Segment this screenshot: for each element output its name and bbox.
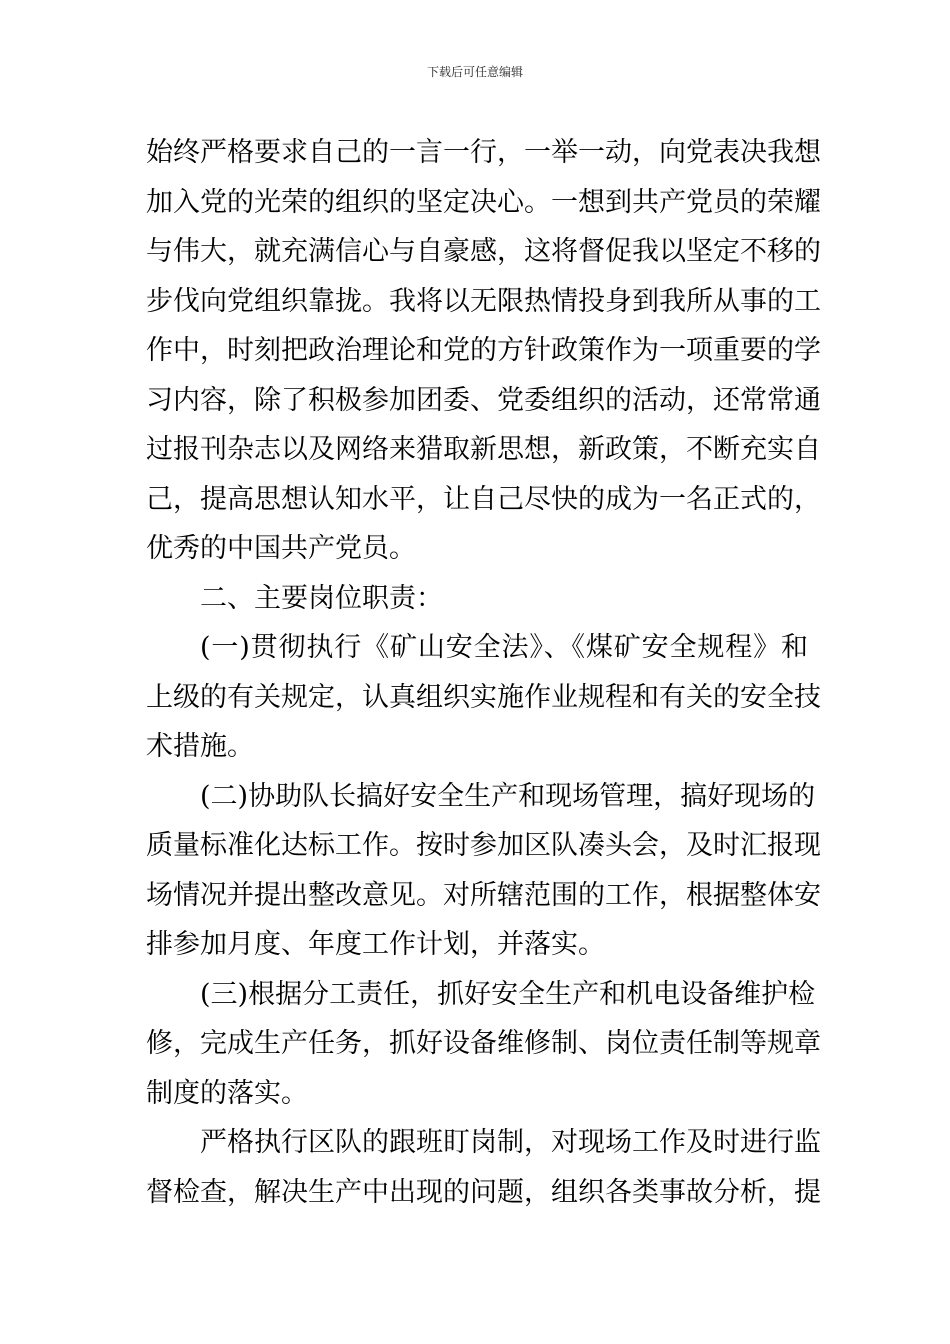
text-line: 加入党的光荣的组织的坚定决心。一想到共产党员的荣耀	[146, 186, 821, 218]
text-line: 督检查，解决生产中出现的问题，组织各类事故分析，提	[146, 1176, 821, 1208]
text-line: (三)根据分工责任，抓好安全生产和机电设备维护检	[200, 978, 816, 1010]
text-line: 修，完成生产任务，抓好设备维修制、岗位责任制等规章	[146, 1028, 821, 1059]
text-line: 场情况并提出整改意见。对所辖范围的工作，根据整体安	[146, 879, 821, 911]
text-line: 与伟大，就充满信心与自豪感，这将督促我以坚定不移的	[146, 236, 821, 267]
document-body	[146, 128, 821, 1217]
text-line: 己，提高思想认知水平，让自己尽快的成为一名正式的，	[146, 483, 821, 515]
text-line: 二、主要岗位职责：	[200, 582, 443, 614]
text-line: 作中，时刻把政治理论和党的方针政策作为一项重要的学	[146, 335, 821, 366]
text-line: 过报刊杂志以及网络来猎取新思想，新政策，不断充实自	[146, 434, 821, 465]
text-line: 排参加月度、年度工作计划，并落实。	[146, 929, 605, 960]
page-header: 下载后可任意编辑	[426, 65, 523, 79]
text-line: 习内容，除了积极参加团委、党委组织的活动，还常常通	[146, 384, 821, 416]
text-line: 制度的落实。	[146, 1077, 308, 1109]
text-line: 严格执行区队的跟班盯岗制，对现场工作及时进行监	[200, 1127, 821, 1158]
text-line: (一)贯彻执行《矿山安全法》、《煤矿安全规程》和	[200, 632, 808, 663]
text-line: 优秀的中国共产党员。	[146, 533, 416, 564]
text-line: 上级的有关规定，认真组织实施作业规程和有关的安全技	[146, 681, 821, 713]
text-line: (二)协助队长搞好安全生产和现场管理，搞好现场的	[200, 780, 816, 812]
text-line: 步伐向党组织靠拢。我将以无限热情投身到我所从事的工	[146, 285, 821, 317]
text-line: 质量标准化达标工作。按时参加区队凑头会，及时汇报现	[146, 830, 821, 861]
text-line: 术措施。	[146, 731, 254, 762]
text-line: 始终严格要求自己的一言一行，一举一动，向党表决我想	[146, 137, 821, 168]
